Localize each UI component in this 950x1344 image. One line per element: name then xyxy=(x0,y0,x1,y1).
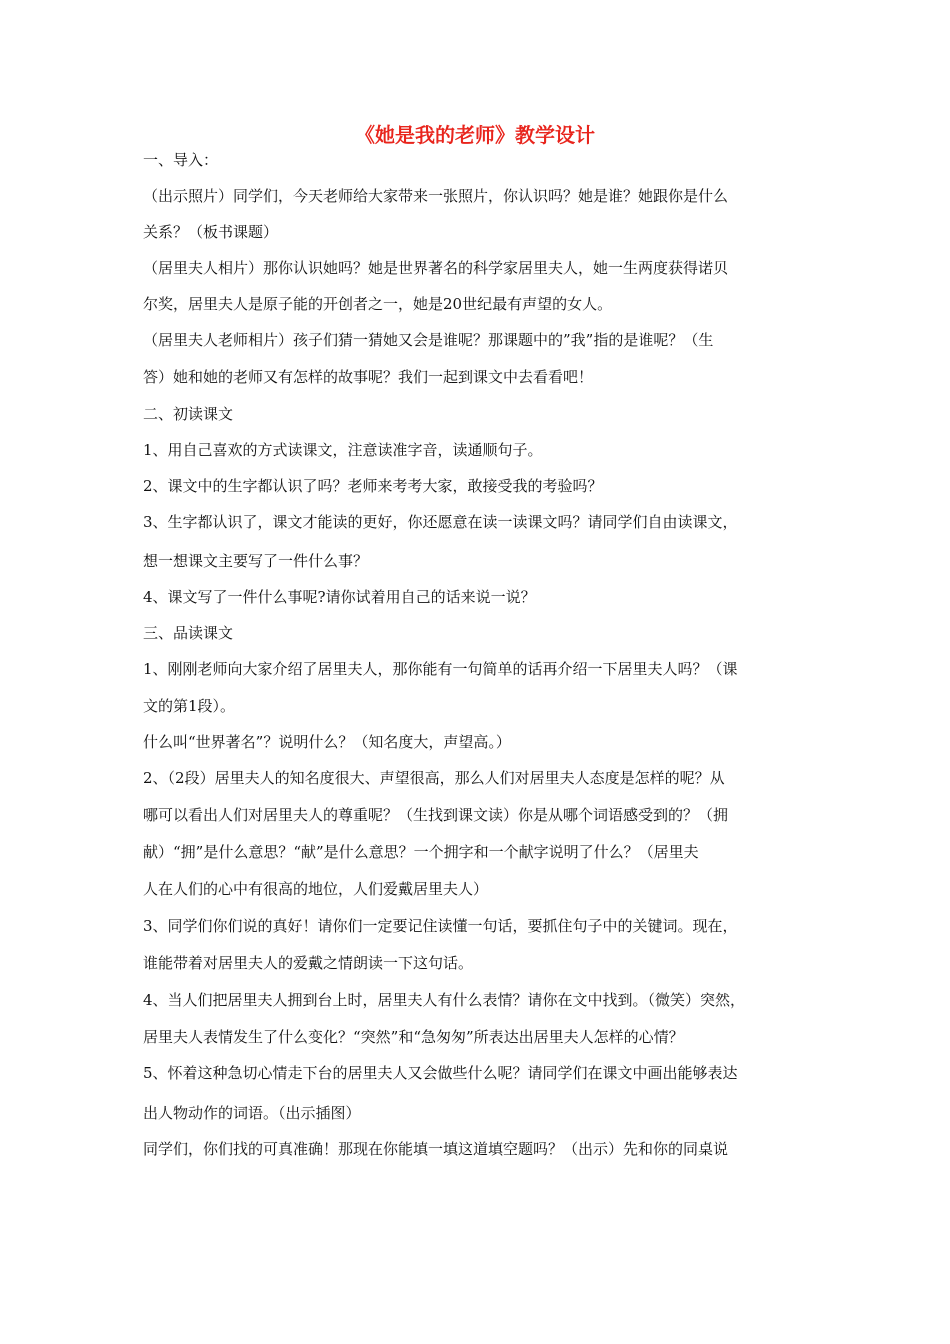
paragraph-line: 尔奖，居里夫人是原子能的开创者之一，她是20世纪最有声望的女人。 xyxy=(143,295,613,313)
document-body xyxy=(143,150,813,1175)
paragraph-line: （出示照片）同学们，今天老师给大家带来一张照片，你认识吗？她是谁？她跟你是什么 xyxy=(143,187,729,205)
list-item-continuation: 谁能带着对居里夫人的爱戴之情朗读一下这句话。 xyxy=(143,954,474,972)
paragraph-line: （居里夫人老师相片）孩子们猜一猜她又会是谁呢？那课题中的”我”指的是谁呢？（生 xyxy=(143,331,714,349)
section-heading-intro: 一、导入： xyxy=(143,151,219,169)
list-item-continuation: 人在人们的心中有很高的地位，人们爱戴居里夫人） xyxy=(143,880,489,898)
paragraph-line: 答）她和她的老师又有怎样的故事呢？我们一起到课文中去看看吧！ xyxy=(143,368,594,386)
paragraph-line: 什么叫“世界著名”？说明什么？（知名度大，声望高。） xyxy=(143,733,511,751)
paragraph-line: 同学们，你们找的可真准确！那现在你能填一填这道填空题吗？（出示）先和你的同桌说 xyxy=(143,1140,729,1158)
list-item-continuation: 出人物动作的词语。（出示插图） xyxy=(143,1104,361,1122)
list-item: 2、课文中的生字都认识了吗？老师来考考大家，敢接受我的考验吗？ xyxy=(143,477,603,495)
document-title: 《她是我的老师》教学设计 xyxy=(355,123,595,147)
section-heading-close-reading: 三、品读课文 xyxy=(143,624,234,642)
list-item: 2、（2段）居里夫人的知名度很大、声望很高，那么人们对居里夫人态度是怎样的呢？从 xyxy=(143,769,725,787)
list-item: 4、课文写了一件什么事呢?请你试着用自己的话来说一说？ xyxy=(143,588,536,606)
list-item: 3、同学们你们说的真好！请你们一定要记住读懂一句话，要抓住句子中的关键词。现在， xyxy=(143,917,738,935)
list-item-continuation: 想一想课文主要写了一件什么事？ xyxy=(143,552,369,570)
list-item: 3、生字都认识了，课文才能读的更好，你还愿意在读一读课文吗？请同学们自由读课文， xyxy=(143,513,738,531)
list-item: 4、当人们把居里夫人拥到台上时，居里夫人有什么表情？请你在文中找到。（微笑）突然， xyxy=(143,991,746,1009)
list-item: 1、刚刚老师向大家介绍了居里夫人，那你能有一句简单的话再介绍一下居里夫人吗？（课 xyxy=(143,660,738,678)
list-item-continuation: 文的第1段）。 xyxy=(143,697,236,715)
list-item-continuation: 献）“拥”是什么意思？“献”是什么意思？一个拥字和一个献字说明了什么？（居里夫 xyxy=(143,843,699,861)
list-item-continuation: 居里夫人表情发生了什么变化？“突然”和“急匆匆”所表达出居里夫人怎样的心情？ xyxy=(143,1028,684,1046)
paragraph-line: （居里夫人相片）那你认识她吗？她是世界著名的科学家居里夫人，她一生两度获得诺贝 xyxy=(143,259,729,277)
list-item: 5、怀着这种急切心情走下台的居里夫人又会做些什么呢？请同学们在课文中画出能够表达 xyxy=(143,1064,738,1082)
list-item-continuation: 哪可以看出人们对居里夫人的尊重呢？（生找到课文读）你是从哪个词语感受到的？（拥 xyxy=(143,806,729,824)
paragraph-line: 关系？（板书课题） xyxy=(143,223,279,241)
list-item: 1、用自己喜欢的方式读课文，注意读准字音，读通顺句子。 xyxy=(143,441,543,459)
section-heading-first-reading: 二、初读课文 xyxy=(143,405,234,423)
